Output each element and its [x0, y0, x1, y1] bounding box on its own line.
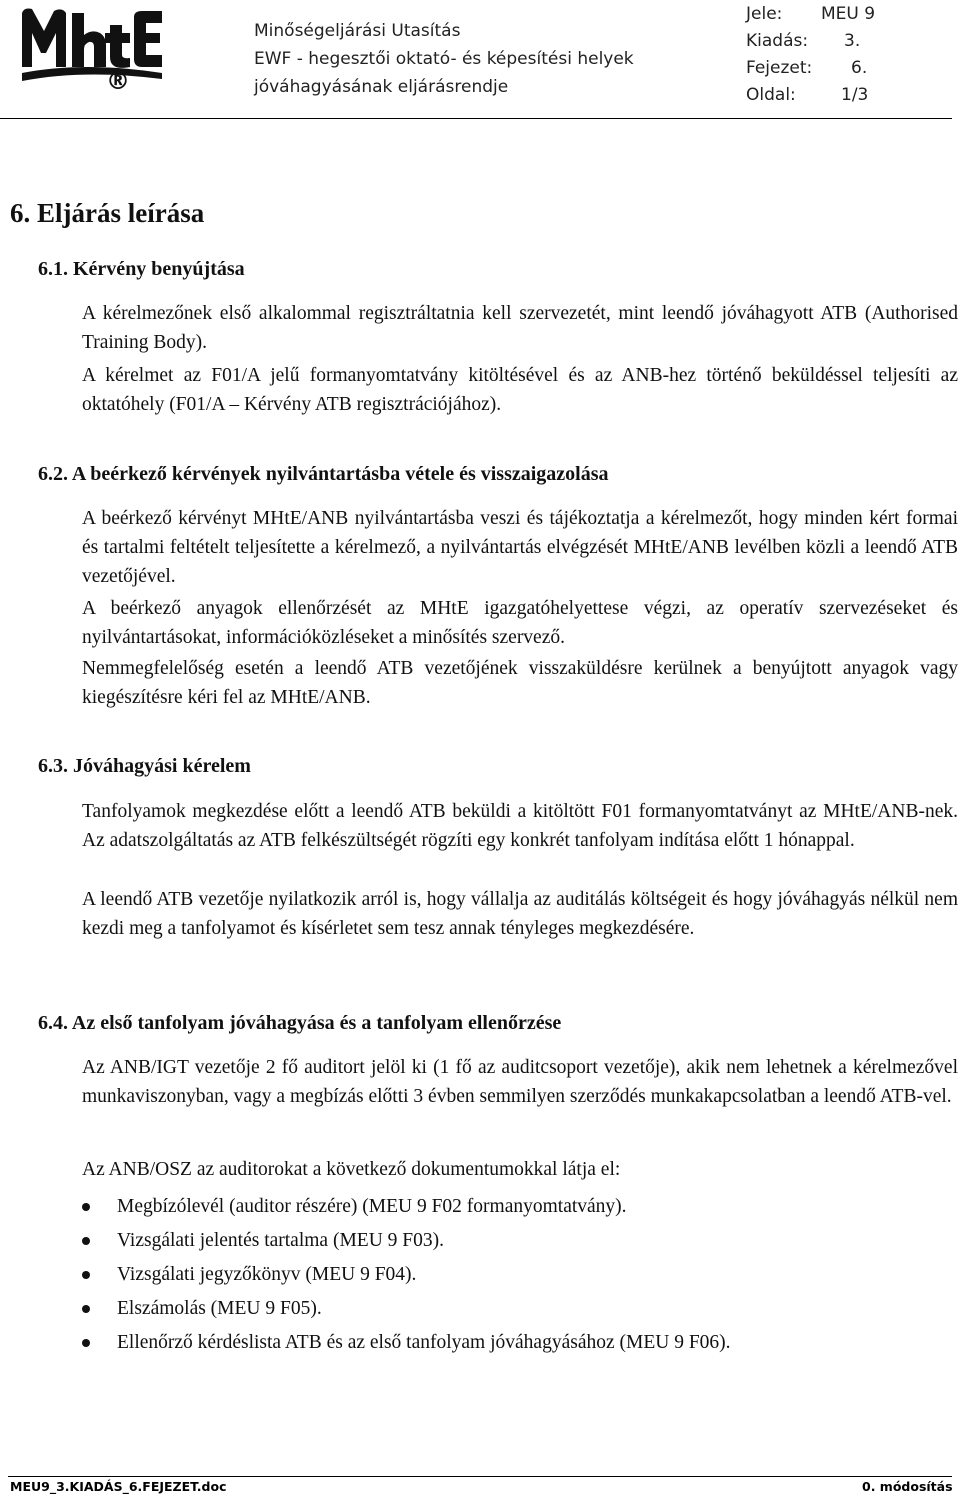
mhte-logo [14, 3, 164, 103]
chapter-title: 6. Eljárás leírása [10, 198, 205, 228]
section-number: 6.4. [38, 1012, 68, 1034]
meta-value: 1/3 [841, 85, 869, 105]
bullet-icon [82, 1271, 90, 1279]
document-title-line: jóváhagyásának eljárásrendje [254, 77, 509, 97]
meta-value: MEU 9 [821, 4, 876, 24]
section-title: Kérvény benyújtása [73, 258, 245, 280]
section-heading [38, 258, 245, 281]
list-item-text: Megbízólevél (auditor részére) (MEU 9 F02 formanyomtatvány). [117, 1196, 627, 1217]
footer-filename: MEU9_3.KIADÁS_6.FEJEZET.doc [10, 1479, 227, 1494]
meta-label: Kiadás: [746, 31, 809, 51]
meta-row [746, 27, 956, 54]
footer-divider [8, 1476, 952, 1477]
paragraph: A beérkező kérvényt MHtE/ANB nyilvántartásba veszi és tájékoztatja a kérelmezőt, hogy minden kért formai és tartalmi feltételt teljesítette a kérelmező, a nyilvántartás elvégzését MHtE/ANB levélben közli a leendő ATB vezetőjével. [82, 508, 958, 587]
document-title-line: EWF - hegesztői oktató- és képesítési helyek [254, 49, 634, 69]
page-header [0, 0, 960, 118]
bullet-icon [82, 1237, 90, 1245]
paragraph: A kérelmezőnek első alkalommal regisztráltatnia kell szervezetét, mint leendő jóváhagyott ATB (Authorised Training Body). [82, 303, 958, 353]
meta-row [746, 0, 956, 27]
meta-label: Fejezet: [746, 58, 813, 78]
list-item [82, 1292, 952, 1326]
meta-value: 6. [851, 58, 868, 78]
meta-value: 3. [844, 31, 861, 51]
list-item-text: Vizsgálati jegyzőkönyv (MEU 9 F04). [117, 1264, 417, 1285]
section-heading [38, 1012, 561, 1035]
list-item-text: Vizsgálati jelentés tartalma (MEU 9 F03). [117, 1230, 444, 1251]
meta-row [746, 81, 956, 108]
bullet-icon [82, 1203, 90, 1211]
list-item [82, 1190, 952, 1224]
paragraph: A beérkező anyagok ellenőrzését az MHtE igazgatóhelyettese végzi, az operatív szervezéseket és nyilvántartásokat, információközléseket a minősítés szervező. [82, 598, 958, 648]
paragraph: Nemmegfelelőség esetén a leendő ATB vezetőjének visszaküldésre kerülnek a benyújtott anyagok vagy kiegészítésre kéri fel az MHtE/ANB. [82, 658, 958, 708]
registered-mark: ® [106, 67, 130, 95]
header-divider [0, 118, 952, 119]
meta-label: Oldal: [746, 85, 796, 105]
document-list [82, 1190, 952, 1360]
paragraph: A leendő ATB vezetője nyilatkozik arról is, hogy vállalja az auditálás költségeit és hogy jóváhagyás nélkül nem kezdi meg a tanfolyamot és kísérletet sem tesz annak tényleges megkezdésére. [82, 889, 958, 939]
bullet-icon [82, 1339, 90, 1347]
document-title [254, 17, 694, 101]
section-number: 6.2. [38, 463, 68, 485]
mhte-logo-graphic [14, 3, 164, 103]
meta-row [746, 54, 956, 81]
paragraph: Az ANB/IGT vezetője 2 fő auditort jelöl ki (1 fő az auditcsoport vezetője), akik nem lehetnek a kérelmezővel munkaviszonyban, vagy a megbízás előtti 3 évben semmilyen szerződés munkakapcsolatban a leendő ATB-vel. [82, 1057, 958, 1107]
list-item [82, 1326, 952, 1360]
list-item [82, 1224, 952, 1258]
paragraph: Tanfolyamok megkezdése előtt a leendő ATB beküldi a kitöltött F01 formanyomtatványt az MHtE/ANB-nek. Az adatszolgáltatás az ATB felkészültségét rögzíti egy konkrét tanfolyam indítása előtt 1 hónappal. [82, 801, 958, 851]
list-item [82, 1258, 952, 1292]
section-title: Az első tanfolyam jóváhagyása és a tanfolyam ellenőrzése [71, 1012, 562, 1034]
bullet-icon [82, 1305, 90, 1313]
document-meta [746, 0, 956, 108]
paragraph: A kérelmet az F01/A jelű formanyomtatvány kitöltésével és az ANB-hez történő beküldéssel teljesíti az oktatóhely (F01/A – Kérvény ATB regisztrációjához). [82, 365, 958, 415]
section-number: 6.3. [38, 755, 68, 777]
section-title: Jóváhagyási kérelem [73, 755, 251, 777]
footer-revision: 0. módosítás [862, 1479, 953, 1494]
document-title-line: Minőségeljárási Utasítás [254, 21, 461, 41]
paragraph: Az ANB/OSZ az auditorokat a következő dokumentumokkal látja el: [82, 1159, 621, 1180]
section-heading [38, 463, 609, 486]
list-item-text: Elszámolás (MEU 9 F05). [117, 1298, 322, 1319]
section-title: A beérkező kérvények nyilvántartásba vétele és visszaigazolása [71, 463, 609, 485]
meta-label: Jele: [746, 4, 783, 24]
section-number: 6.1. [38, 258, 68, 280]
section-heading [38, 755, 251, 778]
list-item-text: Ellenőrző kérdéslista ATB és az első tanfolyam jóváhagyásához (MEU 9 F06). [117, 1332, 731, 1353]
